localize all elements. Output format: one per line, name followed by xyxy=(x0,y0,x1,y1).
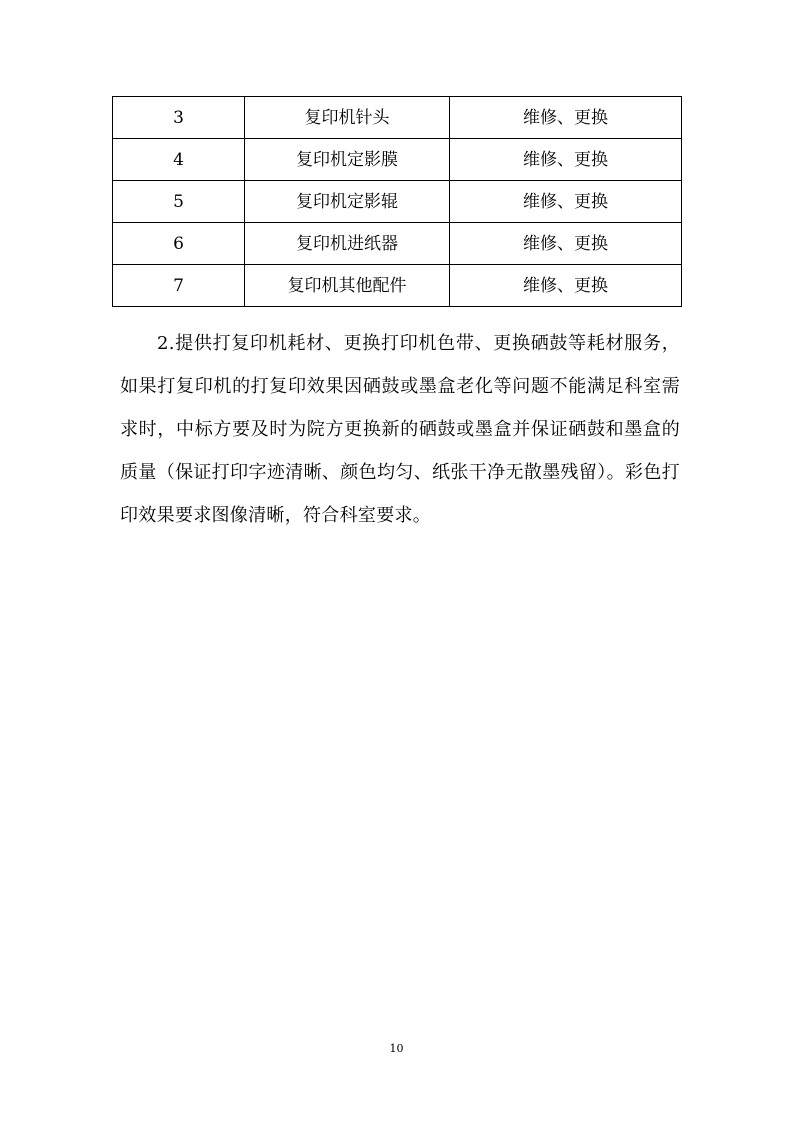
row-number-cell: 3 xyxy=(113,97,245,139)
table-row xyxy=(113,97,682,139)
item-name-cell: 复印机针头 xyxy=(245,97,450,139)
service-type-cell: 维修、更换 xyxy=(450,265,682,307)
service-type-cell: 维修、更换 xyxy=(450,223,682,265)
item-name-cell: 复印机进纸器 xyxy=(245,223,450,265)
service-type-cell: 维修、更换 xyxy=(450,139,682,181)
consumables-service-paragraph: 2.提供打复印机耗材、更换打印机色带、更换硒鼓等耗材服务，如果打复印机的打复印效果因硒鼓或墨盒老化等问题不能满足科室需求时，中标方要及时为院方更换新的硒鼓或墨盒并保证硒鼓和墨盒的质量（保证打印字迹清晰、颜色均匀、纸张干净无散墨残留）。彩色打印效果要求图像清晰，符合科室要求。 xyxy=(120,333,680,526)
row-number-cell: 6 xyxy=(113,223,245,265)
row-number-cell: 5 xyxy=(113,181,245,223)
table-row xyxy=(113,181,682,223)
row-number-cell: 4 xyxy=(113,139,245,181)
row-number-cell: 7 xyxy=(113,265,245,307)
page-number: 10 xyxy=(389,1042,404,1055)
service-type-cell: 维修、更换 xyxy=(450,97,682,139)
parts-service-table xyxy=(112,96,682,307)
table-row xyxy=(113,265,682,307)
service-type-cell: 维修、更换 xyxy=(450,181,682,223)
item-name-cell: 复印机其他配件 xyxy=(245,265,450,307)
item-name-cell: 复印机定影膜 xyxy=(245,139,450,181)
table-row xyxy=(113,223,682,265)
table-row xyxy=(113,139,682,181)
item-name-cell: 复印机定影辊 xyxy=(245,181,450,223)
